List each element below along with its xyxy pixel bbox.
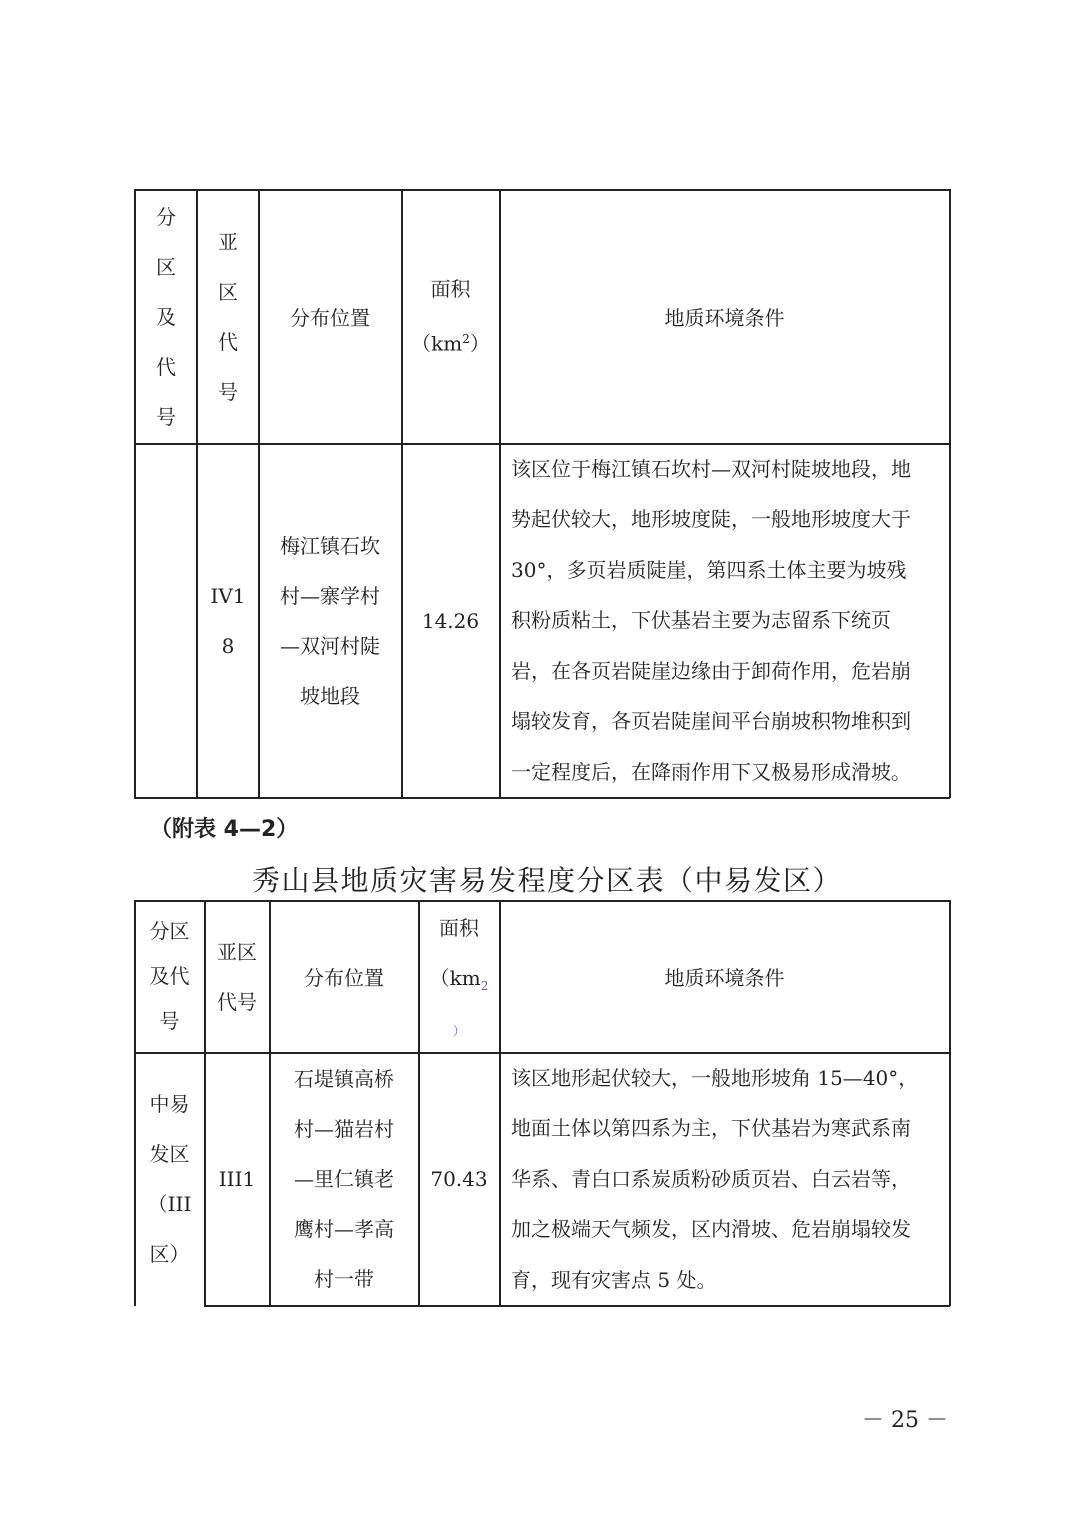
table1-header-area-unit: $(km^2)$ — [411, 331, 490, 356]
table2-row-zone — [135, 1053, 204, 1305]
table2-row-subcode: III1 — [218, 1167, 256, 1191]
table1-header-subzone — [197, 190, 259, 443]
table2-row-location-line-2: 村—猫岩村 — [294, 1117, 394, 1141]
table1-header-location-text: 分布位置 — [290, 306, 370, 330]
table2-header-zone — [135, 901, 204, 1052]
table1-row-zone — [135, 444, 197, 797]
table1-row-condition-line-3: 30°，多页岩质陡崖，第四系土体主要为坡残 — [511, 557, 907, 582]
table2-header-condition: 地质环境条件 — [664, 966, 785, 990]
appendix-label: （附表 4—2） — [150, 817, 299, 842]
table2-row-zone-line-3: （III — [147, 1192, 192, 1216]
table1-header-subzone-line-2: 区 — [218, 279, 238, 304]
table1-row-location — [259, 444, 401, 797]
table2-title: 秀山县地质灾害易发程度分区表（中易发区） — [252, 864, 843, 897]
table2-row-area: 70.43 — [430, 1167, 488, 1191]
table2-row-condition-line-4: 加之极端天气频发，区内滑坡、危岩崩塌较发 — [511, 1217, 911, 1242]
table2-row-zone-line-2: 发区 — [149, 1142, 190, 1166]
table1-header-zone — [135, 190, 197, 443]
table1-header-zone-line-3: 及 — [156, 304, 176, 329]
table1-row-subcode-line-2: 8 — [221, 633, 235, 658]
table2-row-location-line-4: 鹰村—孝高 — [294, 1217, 394, 1241]
table1-row-location-line-4: 坡地段 — [300, 683, 360, 708]
table1-header-subzone-line-3: 代 — [218, 329, 238, 354]
table1-header-zone-line-5: 号 — [156, 404, 176, 429]
table1-header-subzone-line-1: 亚 — [218, 229, 238, 254]
table1-header-location — [259, 190, 401, 443]
table1-row-location-line-1: 梅江镇石坎 — [280, 533, 380, 558]
table1-header-condition-text: 地质环境条件 — [664, 306, 785, 330]
page-number: － 25 － — [862, 1408, 948, 1433]
table2-header-subzone — [205, 901, 269, 1052]
table1-header-condition — [500, 190, 949, 443]
table2-header-location: 分布位置 — [304, 966, 384, 990]
table2-row-location-line-1: 石堤镇高桥 — [294, 1067, 394, 1091]
table1-row-condition — [500, 444, 949, 797]
table2-row-zone-line-1: 中易 — [149, 1092, 190, 1116]
table1-header-area-label: 面积 — [430, 277, 471, 302]
table2-row-location — [270, 1053, 418, 1305]
table1-row-condition-line-7: 一定程度后，在降雨作用下又极易形成滑坡。 — [511, 759, 911, 784]
table1-header-area — [402, 190, 499, 443]
table1-header-zone-line-2: 区 — [156, 254, 176, 279]
table1-row-subcode — [197, 444, 259, 797]
table1-header-subzone-text — [218, 217, 238, 417]
table1-row-location-line-2: 村—寨学村 — [280, 583, 380, 608]
table1-row-condition-line-1: 该区位于梅江镇石坎村—双河村陡坡地段，地 — [511, 456, 911, 481]
table2-row-zone-line-4: 区） — [149, 1242, 190, 1266]
table1-header-zone-line-4: 代 — [156, 354, 176, 379]
table2-row-condition — [500, 1053, 949, 1305]
table2-row-condition-line-1: 该区地形起伏较大，一般地形坡角 15—40°， — [511, 1065, 919, 1090]
table2-header-zone-line-1: 分区 — [149, 919, 190, 943]
table2-header-zone-line-3: 号 — [159, 1009, 180, 1033]
table1-row-condition-line-2: 势起伏较大，地形坡度陡，一般地形坡度大于 — [511, 507, 911, 532]
table2-row-location-line-5: 村一带 — [314, 1267, 374, 1291]
table2-header-area: 面积 （$km_2$ ） — [429, 915, 489, 1038]
table2-row-condition-line-5: 育，现有灾害点 5 处。 — [511, 1267, 717, 1292]
table1-row-condition-line-5: 岩，在各页岩陡崖边缘由于卸荷作用，危岩崩 — [511, 658, 911, 683]
table1-row-condition-line-6: 塌较发育，各页岩陡崖间平台崩坡积物堆积到 — [511, 709, 911, 734]
table1-row-location-line-3: —双河村陡 — [280, 633, 380, 658]
table2-header-subzone-line-2: 代号 — [217, 989, 257, 1014]
table2-header-zone-line-2: 及代 — [149, 964, 190, 988]
table1-row-subcode-line-1: IV1 — [210, 583, 246, 608]
table1-header-zone-text — [156, 192, 176, 442]
table1-row-condition-line-4: 积粉质粘土，下伏基岩主要为志留系下统页 — [511, 608, 891, 633]
table1-header-zone-line-1: 分 — [156, 204, 176, 229]
table2-row-condition-line-2: 地面土体以第四系为主，下伏基岩为寒武系南 — [511, 1116, 911, 1141]
table2-row-location-line-3: —里仁镇老 — [294, 1167, 394, 1191]
table2-row-condition-line-3: 华系、青白口系炭质粉砂质页岩、白云岩等， — [511, 1166, 911, 1191]
table1-header-subzone-line-4: 号 — [218, 379, 238, 404]
table2-header-subzone-line-1: 亚区 — [217, 939, 257, 964]
table1-row-area: 14.26 — [421, 608, 480, 633]
